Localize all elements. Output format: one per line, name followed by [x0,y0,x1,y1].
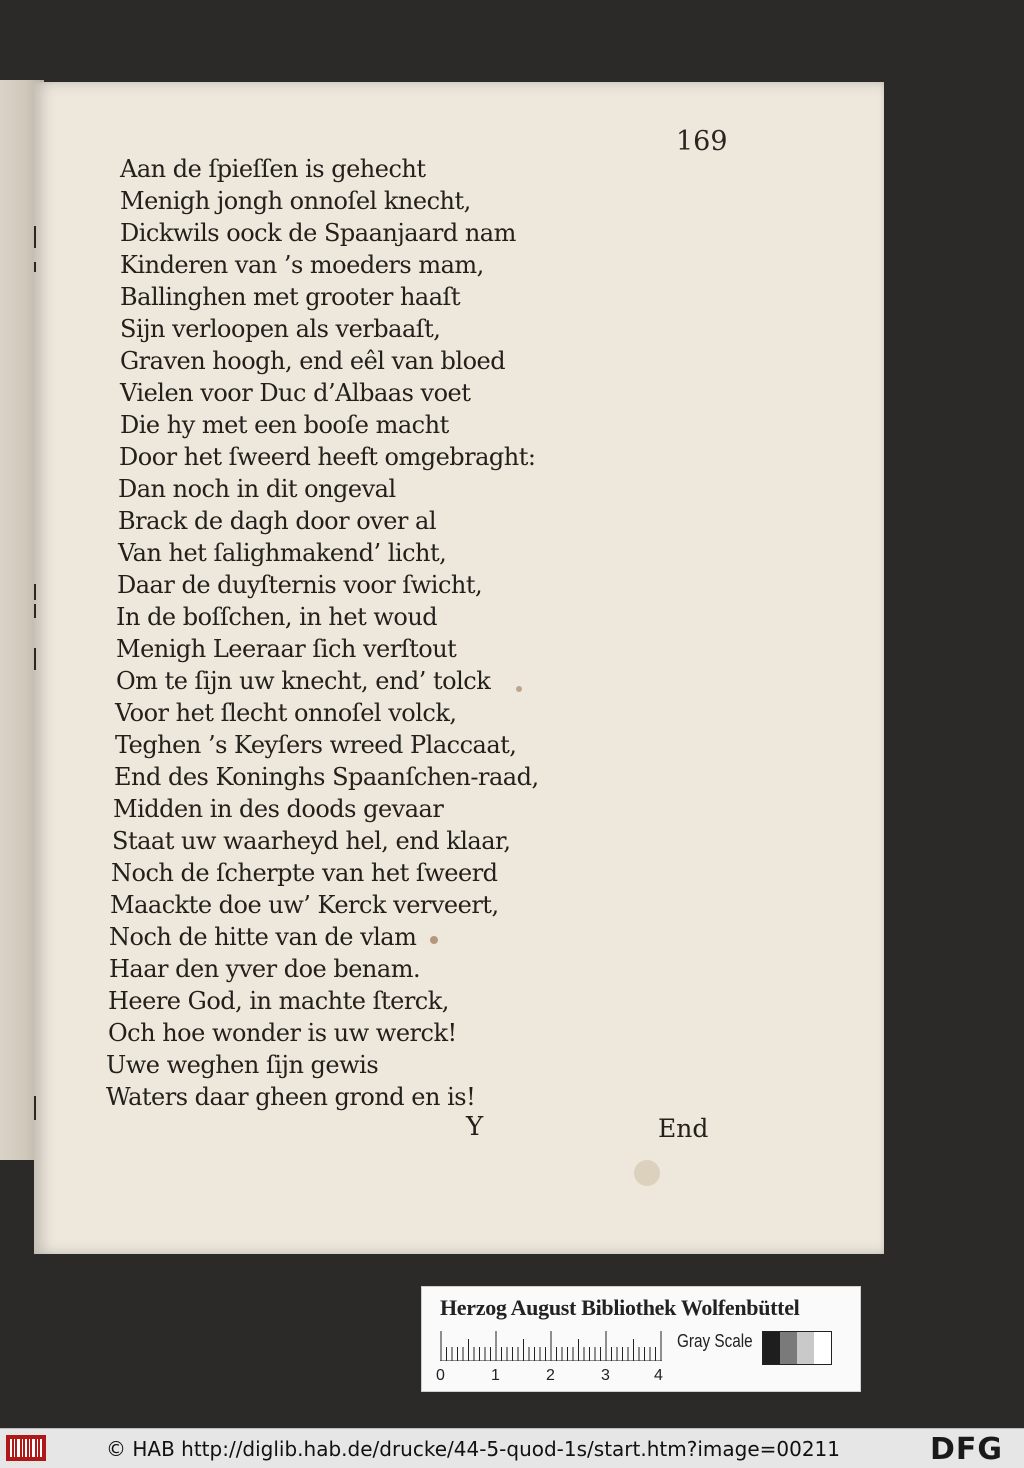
poem-line: Menigh jongh onnoſel knecht, [120,187,471,215]
poem-line: Daar de duyſternis voor ſwicht, [117,571,483,599]
poem-line: Om te ſijn uw knecht, end’ tolck [116,667,491,695]
poem-line: Kinderen van ’s moeders mam, [120,251,484,279]
poem-line: Staat uw waarheyd hel, end klaar, [112,827,511,855]
poem-line: Noch de hitte van de vlam [109,923,417,951]
poem-line: Aan de ſpieſſen is gehecht [120,155,426,183]
poem-line: Dickwils oock de Spaanjaard nam [120,219,516,247]
catchword: End [658,1114,709,1143]
poem-line: Menigh Leeraar ſich verſtout [116,635,457,663]
viewer-footer [0,1428,1024,1468]
barcode-icon [6,1435,46,1461]
poem-line: Door het ſweerd heeft omgebraght: [119,443,536,471]
poem-line: End des Koninghs Spaanſchen-raad, [114,763,539,791]
ruler-label: 0 [436,1367,445,1384]
ruler-label: 3 [601,1367,610,1384]
paper-stain [634,1160,660,1186]
poem-line: Vielen voor Duc d’Albaas voet [120,379,471,407]
grayscale-swatches [762,1331,832,1365]
poem-line: Dan noch in dit ongeval [118,475,396,503]
poem-line: Midden in des doods gevaar [113,795,444,823]
gray-swatch [763,1332,780,1364]
grayscale-label: Gray Scale [677,1331,753,1351]
ruler-label: 4 [654,1367,663,1384]
poem-line: Heere God, in machte ſterck, [108,987,449,1015]
ruler-labels [436,1367,676,1387]
page-number: 169 [676,126,728,157]
poem-line: Van het ſalighmakend’ licht, [118,539,447,567]
poem-line: Noch de ſcherpte van het ſweerd [111,859,498,887]
gray-swatch [814,1332,831,1364]
library-name: Herzog August Bibliothek Wolfenbüttel [440,1295,800,1320]
gray-swatch [780,1332,797,1364]
poem-line: Die hy met een booſe macht [120,411,449,439]
poem-line: Voor het ſlecht onnoſel volck, [115,699,457,727]
poem-line: Graven hoogh, end eêl van bloed [120,347,506,375]
poem-line: Och hoe wonder is uw werck! [108,1019,457,1047]
poem-line: Sijn verloopen als verbaaſt, [120,315,441,343]
ruler-label: 2 [546,1367,555,1384]
poem-line: Brack de dagh door over al [118,507,437,535]
poem-line: Waters daar gheen grond en is! [106,1083,476,1111]
poem-line: Uwe weghen ſijn gewis [106,1051,379,1079]
ruler-scale [440,1331,662,1361]
poem-line: Haar den yver doe benam. [109,955,421,983]
color-calibration-bar [421,1286,861,1392]
signature-mark: Y [466,1112,484,1142]
gray-swatch [797,1332,814,1364]
dfg-logo: DFG [930,1432,1004,1467]
poem-line: Maackte doe uw’ Kerck verveert, [110,891,499,919]
poem-line: Teghen ’s Keyſers wreed Placcaat, [115,731,517,759]
ruler-label: 1 [491,1367,500,1384]
poem-line: Ballinghen met grooter haaſt [120,283,461,311]
copyright-url[interactable]: © HAB http://diglib.hab.de/drucke/44-5-quod-1s/start.htm?image=00211 [106,1437,841,1461]
poem-line: In de boſſchen, in het woud [116,603,438,631]
